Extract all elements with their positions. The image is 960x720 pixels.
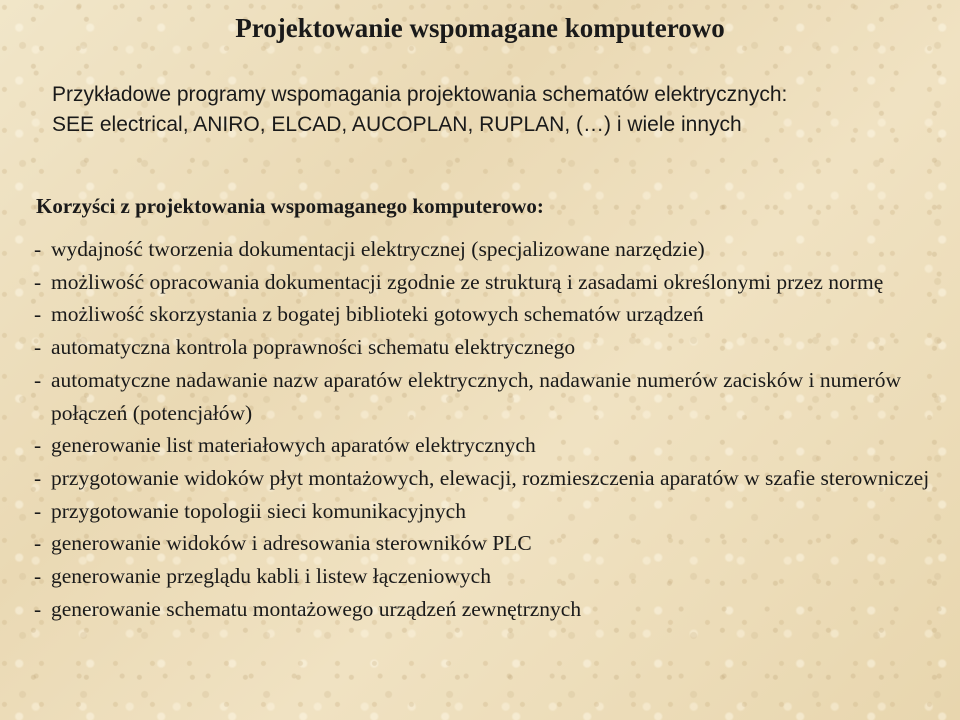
benefit-item (34, 266, 934, 299)
bullet-dash: - (34, 465, 42, 490)
bullet-dash: - (34, 335, 42, 360)
intro-line: Przykładowe programy wspomagania projektowania schematów elektrycznych: (52, 83, 788, 106)
benefit-item (34, 298, 934, 331)
intro-line: SEE electrical, ANIRO, ELCAD, AUCOPLAN, RUPLAN, (…) i wiele innych (52, 113, 742, 136)
benefit-item (34, 560, 934, 593)
benefit-item (34, 331, 934, 364)
benefit-text: generowanie przeglądu kabli i listew łączeniowych (51, 564, 491, 589)
bullet-dash: - (34, 269, 42, 294)
benefits-list (34, 233, 934, 625)
bullet-dash: - (34, 596, 42, 621)
benefit-item (34, 429, 934, 462)
bullet-dash: - (34, 433, 42, 458)
bullet-dash: - (34, 302, 42, 327)
benefit-text: generowanie schematu montażowego urządzeń zewnętrznych (51, 596, 582, 621)
slide-title: Projektowanie wspomagane komputerowo (235, 13, 725, 43)
bullet-dash: - (34, 564, 42, 589)
benefit-item (34, 233, 934, 266)
benefit-text: automatyczna kontrola poprawności schematu elektrycznego (51, 335, 576, 360)
benefit-item (34, 462, 934, 495)
benefit-item (34, 527, 934, 560)
bullet-dash: - (34, 498, 42, 523)
bullet-dash: - (34, 531, 42, 556)
benefit-text: wydajność tworzenia dokumentacji elektrycznej (specjalizowane narzędzie) (51, 237, 705, 261)
benefit-text: przygotowanie widoków płyt montażowych, elewacji, rozmieszczenia aparatów w szafie sterowniczej (51, 465, 930, 490)
intro-paragraph (52, 80, 932, 140)
bullet-dash: - (34, 367, 42, 392)
benefit-text: generowanie widoków i adresowania sterowników PLC (51, 531, 532, 556)
benefits-heading: Korzyści z projektowania wspomaganego komputerowo: (36, 194, 544, 218)
benefit-item (34, 495, 934, 528)
bullet-dash: - (34, 237, 42, 261)
benefit-item (34, 364, 934, 429)
benefit-text: możliwość skorzystania z bogatej biblioteki gotowych schematów urządzeń (51, 302, 704, 327)
benefit-text: generowanie list materiałowych aparatów elektrycznych (51, 433, 536, 458)
benefit-text: automatyczne nadawanie nazw aparatów elektrycznych, nadawanie numerów zacisków i numerów połączeń (potencjałów) (51, 367, 902, 425)
benefit-text: przygotowanie topologii sieci komunikacyjnych (51, 498, 466, 523)
benefit-text: możliwość opracowania dokumentacji zgodnie ze strukturą i zasadami określonymi przez normę (51, 269, 884, 294)
benefit-item (34, 593, 934, 626)
